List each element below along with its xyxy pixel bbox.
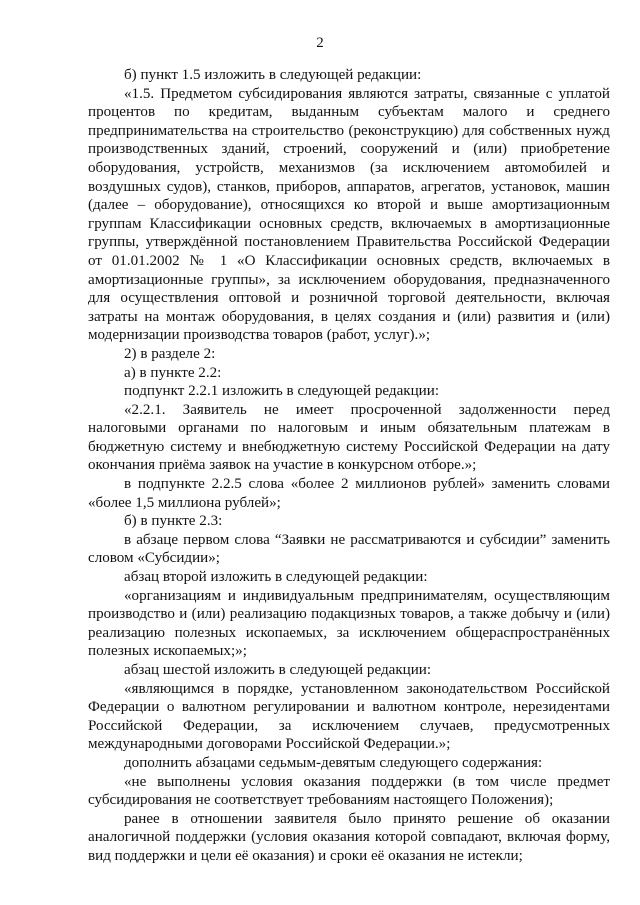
paragraph: в абзаце первом слова “Заявки не рассматриваются и субсидии” заменить словом «Субсидии»; xyxy=(88,531,610,567)
paragraph: а) в пункте 2.2: xyxy=(124,364,222,381)
paragraph: абзац шестой изложить в следующей редакции: xyxy=(124,662,432,678)
paragraph: дополнить абзацами седьмым-девятым следующего содержания: xyxy=(124,754,543,771)
paragraph: в подпункте 2.2.5 слова «более 2 миллионов рублей» заменить словами «более 1,5 миллиона рублей»; xyxy=(88,476,610,511)
paragraph: «2.2.1. Заявитель не имеет просроченной задолженности перед налоговыми органами по налоговым и иным обязательным платежам в бюджетную систему и внебюджетную систему Российской Федерации на дату окончания приёма заявок на участие в конкурсном отборе.»; xyxy=(88,401,610,474)
paragraph: «не выполнены условия оказания поддержки (в том числе предмет субсидирования не соответствует требованиям настоящего Положения); xyxy=(88,773,610,809)
page-number: 2 xyxy=(316,35,324,51)
paragraph: «организациям и индивидуальным предпринимателям, осуществляющим производство и (или) реализацию подакцизных товаров, а также добычу и (или) реализацию полезных ископаемых, за исключением общераспространённых полезных ископаемых;»; xyxy=(88,587,610,660)
paragraph: ранее в отношении заявителя было принято решение об оказании аналогичной поддержки (условия оказания которой совпадают, включая форму, вид поддержки и цели её оказания) и сроки её оказания не истекли; xyxy=(88,810,610,864)
paragraph: 2) в разделе 2: xyxy=(124,345,216,362)
paragraph: б) пункт 1.5 изложить в следующей редакции: xyxy=(124,67,422,83)
paragraph: «являющимся в порядке, установленном законодательством Российской Федерации о валютном регулировании и валютном контроле, нерезидентами Российской Федерации, за исключением случаев, предусмотренных международными договорами Российской Федерации.»; xyxy=(88,680,610,753)
paragraph: «1.5. Предметом субсидирования являются затраты, связанные с уплатой процентов по кредитам, выданным субъектам малого и среднего предпринимательства на строительство (реконструкцию) для собственных нужд производственных зданий, строений, сооружений и (или) приобретение оборудования, устройств, механизмов (за исключением автомобилей и воздушных судов), станков, приборов, аппаратов, агрегатов, установок, машин (далее – оборудование), относящихся ко второй и выше амортизационным группам Классификации основных средств, включаемых в амортизационные группы, утверждённой постановлением Правительства Российской Федерации от 01.01.2002 № 1 «О Классификации основных средств, включаемых в амортизационные группы», за исключением оборудования, предназначенного для осуществления оптовой и розничной торговой деятельности, включая затраты на монтаж оборудования, в целях создания и (или) развития и (или) модернизации производства товаров (работ, услуг).»; xyxy=(88,85,610,344)
paragraph: б) в пункте 2.3: xyxy=(124,513,223,530)
paragraph: абзац второй изложить в следующей редакции: xyxy=(124,569,428,586)
document-body xyxy=(88,66,610,866)
paragraph: подпункт 2.2.1 изложить в следующей редакции: xyxy=(124,383,440,400)
